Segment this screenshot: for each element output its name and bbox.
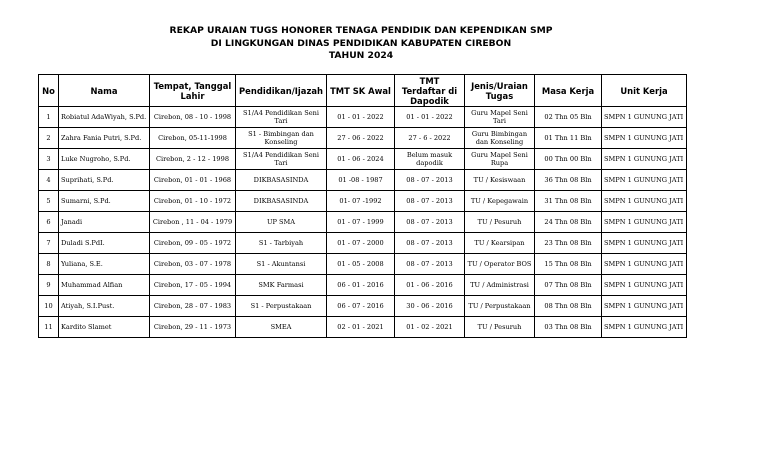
cell-masa-kerja: 15 Thn 08 Bln [535, 254, 602, 275]
cell-no: 7 [39, 233, 59, 254]
cell-pendidikan: S1 - Akuntansi [236, 254, 327, 275]
cell-nama: Janadi [59, 212, 150, 233]
cell-tmt-dapodik: 08 - 07 - 2013 [395, 170, 465, 191]
cell-tugas: Guru Bimbingan dan Konseling [465, 128, 535, 149]
cell-tugas: TU / Kesiswaan [465, 170, 535, 191]
cell-ttl: Cirebon, 01 - 01 - 1968 [150, 170, 236, 191]
cell-tmt-dapodik: 01 - 01 - 2022 [395, 107, 465, 128]
cell-tmt-sk: 01 - 05 - 2008 [327, 254, 395, 275]
table-row [39, 212, 687, 233]
cell-unit-kerja: SMPN 1 GUNUNG JATI [602, 212, 687, 233]
header-tmt-sk-awal: TMT SK Awal [327, 75, 395, 107]
title-line-1: REKAP URAIAN TUGS HONORER TENAGA PENDIDIK DAN KEPENDIKAN SMP [169, 25, 553, 36]
table-row [39, 296, 687, 317]
cell-no: 2 [39, 128, 59, 149]
cell-no: 8 [39, 254, 59, 275]
cell-tmt-dapodik: 30 - 06 - 2016 [395, 296, 465, 317]
cell-tmt-sk: 01- 07 -1992 [327, 191, 395, 212]
cell-tmt-dapodik: 01 - 02 - 2021 [395, 317, 465, 338]
cell-masa-kerja: 36 Thn 08 Bln [535, 170, 602, 191]
cell-ttl: Cirebon, 09 - 05 - 1972 [150, 233, 236, 254]
cell-masa-kerja: 08 Thn 08 Bln [535, 296, 602, 317]
header-unit-kerja: Unit Kerja [602, 75, 687, 107]
title-line-3: TAHUN 2024 [328, 50, 394, 61]
cell-pendidikan: S1 - Bimbingan dan Konseling [236, 128, 327, 149]
cell-tmt-dapodik: 08 - 07 - 2013 [395, 212, 465, 233]
cell-tmt-sk: 27 - 06 - 2022 [327, 128, 395, 149]
cell-masa-kerja: 02 Thn 05 Bln [535, 107, 602, 128]
table-row [39, 191, 687, 212]
cell-tugas: Guru Mapel Seni Rupa [465, 149, 535, 170]
cell-tmt-sk: 01 - 07 - 1999 [327, 212, 395, 233]
cell-tmt-dapodik: 27 - 6 - 2022 [395, 128, 465, 149]
header-pendidikan: Pendidikan/Ijazah [236, 75, 327, 107]
cell-no: 11 [39, 317, 59, 338]
cell-tugas: TU / Administrasi [465, 275, 535, 296]
cell-tugas: TU / Kepegawain [465, 191, 535, 212]
cell-pendidikan: S1/A4 Pendidikan Seni Tari [236, 149, 327, 170]
cell-ttl: Cirebon , 11 - 04 - 1979 [150, 212, 236, 233]
title-line-2: DI LINGKUNGAN DINAS PENDIDIKAN KABUPATEN CIREBON [210, 37, 512, 49]
cell-unit-kerja: SMPN 1 GUNUNG JATI [602, 191, 687, 212]
cell-pendidikan: SMEA [236, 317, 327, 338]
header-masa-kerja: Masa Kerja [535, 75, 602, 107]
cell-nama: Luke Nugroho, S.Pd. [59, 149, 150, 170]
cell-pendidikan: UP SMA [236, 212, 327, 233]
cell-tmt-dapodik: 08 - 07 - 2013 [395, 254, 465, 275]
header-nama: Nama [59, 75, 150, 107]
cell-unit-kerja: SMPN 1 GUNUNG JATI [602, 296, 687, 317]
cell-unit-kerja: SMPN 1 GUNUNG JATI [602, 233, 687, 254]
cell-ttl: Cirebon, 03 - 07 - 1978 [150, 254, 236, 275]
cell-no: 4 [39, 170, 59, 191]
cell-ttl: Cirebon, 01 - 10 - 1972 [150, 191, 236, 212]
cell-tmt-dapodik: 01 - 06 - 2016 [395, 275, 465, 296]
cell-nama: Duladi S.PdI. [59, 233, 150, 254]
cell-unit-kerja: SMPN 1 GUNUNG JATI [602, 170, 687, 191]
table-row [39, 128, 687, 149]
cell-tugas: Guru Mapel Seni Tari [465, 107, 535, 128]
cell-tugas: TU / Operator BOS [465, 254, 535, 275]
cell-no: 6 [39, 212, 59, 233]
cell-no: 10 [39, 296, 59, 317]
cell-tugas: TU / Perpustakaan [465, 296, 535, 317]
cell-nama: Atiyah, S.I.Pust. [59, 296, 150, 317]
table-row [39, 317, 687, 338]
cell-no: 9 [39, 275, 59, 296]
table-row [39, 233, 687, 254]
cell-unit-kerja: SMPN 1 GUNUNG JATI [602, 254, 687, 275]
cell-masa-kerja: 03 Thn 08 Bln [535, 317, 602, 338]
table-row [39, 107, 687, 128]
table-row [39, 149, 687, 170]
cell-nama: Yuliana, S.E. [59, 254, 150, 275]
cell-masa-kerja: 07 Thn 08 Bln [535, 275, 602, 296]
cell-pendidikan: DIKBASASINDA [236, 170, 327, 191]
cell-tmt-dapodik: 08 - 07 - 2013 [395, 191, 465, 212]
cell-tmt-sk: 02 - 01 - 2021 [327, 317, 395, 338]
cell-tmt-sk: 01 - 01 - 2022 [327, 107, 395, 128]
cell-unit-kerja: SMPN 1 GUNUNG JATI [602, 149, 687, 170]
document-title [0, 25, 722, 63]
cell-no: 5 [39, 191, 59, 212]
cell-unit-kerja: SMPN 1 GUNUNG JATI [602, 107, 687, 128]
cell-masa-kerja: 24 Thn 08 Bln [535, 212, 602, 233]
cell-pendidikan: S1/A4 Pendidikan Seni Tari [236, 107, 327, 128]
cell-unit-kerja: SMPN 1 GUNUNG JATI [602, 317, 687, 338]
cell-pendidikan: S1 - Perpustakaan [236, 296, 327, 317]
cell-ttl: Cirebon, 29 - 11 - 1973 [150, 317, 236, 338]
table-row [39, 275, 687, 296]
cell-nama: Zahra Fania Putri, S.Pd. [59, 128, 150, 149]
cell-tmt-sk: 06 - 07 - 2016 [327, 296, 395, 317]
cell-masa-kerja: 23 Thn 08 Bln [535, 233, 602, 254]
cell-nama: Kardito Slamet [59, 317, 150, 338]
cell-nama: Muhammad Alfian [59, 275, 150, 296]
table-row [39, 170, 687, 191]
cell-nama: Suprihati, S.Pd. [59, 170, 150, 191]
header-tempat-tanggal-lahir: Tempat, Tanggal Lahir [150, 75, 236, 107]
header-row [39, 75, 687, 107]
cell-tugas: TU / Kearsipan [465, 233, 535, 254]
cell-ttl: Cirebon, 2 - 12 - 1998 [150, 149, 236, 170]
cell-unit-kerja: SMPN 1 GUNUNG JATI [602, 275, 687, 296]
cell-masa-kerja: 31 Thn 08 Bln [535, 191, 602, 212]
cell-pendidikan: SMK Farmasi [236, 275, 327, 296]
cell-pendidikan: S1 - Tarbiyah [236, 233, 327, 254]
rekap-table [38, 74, 687, 338]
cell-tmt-sk: 01 - 07 - 2000 [327, 233, 395, 254]
cell-pendidikan: DIKBASASINDA [236, 191, 327, 212]
cell-tugas: TU / Pesuruh [465, 317, 535, 338]
cell-tmt-dapodik: Belum masuk dapodik [395, 149, 465, 170]
cell-tmt-sk: 06 - 01 - 2016 [327, 275, 395, 296]
cell-tmt-dapodik: 08 - 07 - 2013 [395, 233, 465, 254]
cell-tugas: TU / Pesuruh [465, 212, 535, 233]
cell-ttl: Cirebon, 17 - 05 - 1994 [150, 275, 236, 296]
cell-tmt-sk: 01 -08 - 1987 [327, 170, 395, 191]
cell-masa-kerja: 00 Thn 00 Bln [535, 149, 602, 170]
cell-tmt-sk: 01 - 06 - 2024 [327, 149, 395, 170]
cell-unit-kerja: SMPN 1 GUNUNG JATI [602, 128, 687, 149]
header-tmt-dapodik: TMT Terdaftar di Dapodik [395, 75, 465, 107]
table-row [39, 254, 687, 275]
cell-nama: Robiatul AdaWiyah, S.Pd. [59, 107, 150, 128]
cell-no: 3 [39, 149, 59, 170]
cell-ttl: Cirebon, 05-11-1998 [150, 128, 236, 149]
cell-masa-kerja: 01 Thn 11 Bln [535, 128, 602, 149]
cell-no: 1 [39, 107, 59, 128]
cell-ttl: Cirebon, 08 - 10 - 1998 [150, 107, 236, 128]
header-jenis-tugas: Jenis/Uraian Tugas [465, 75, 535, 107]
cell-ttl: Cirebon, 28 - 07 - 1983 [150, 296, 236, 317]
cell-nama: Sumarni, S.Pd. [59, 191, 150, 212]
header-no: No [39, 75, 59, 107]
